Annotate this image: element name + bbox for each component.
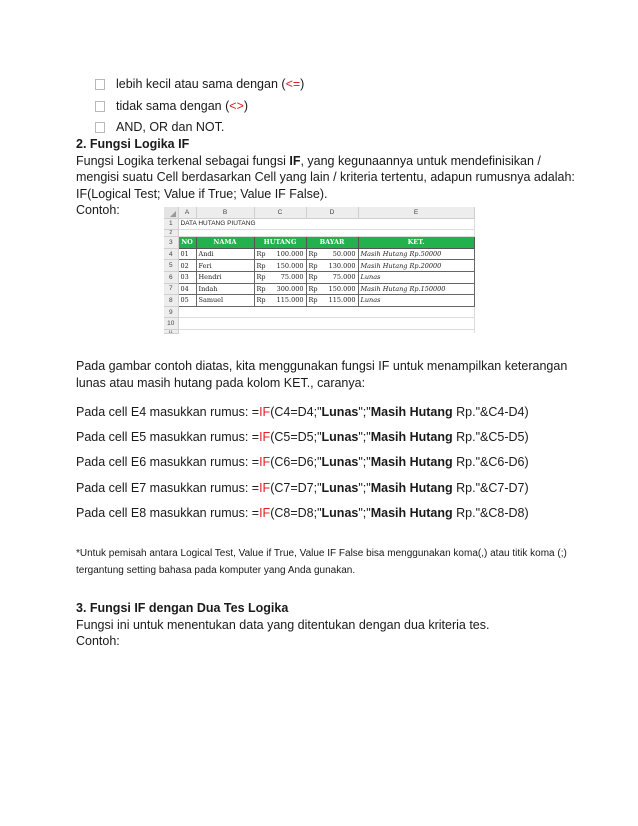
formula-fn: IF xyxy=(259,506,271,520)
column-header: B xyxy=(196,207,254,218)
bullet-suffix: ) xyxy=(300,77,305,91)
cell-nama: Andi xyxy=(196,248,254,260)
bullet-text: AND, OR dan NOT. xyxy=(116,120,225,134)
formula-fn: IF xyxy=(259,455,271,469)
formula-args: (C7=D7;" xyxy=(270,481,322,495)
row-number: 8 xyxy=(164,295,178,307)
bullet-text: tidak sama dengan ( xyxy=(116,98,230,113)
header-cell-ket: KET. xyxy=(358,237,474,249)
formula-masih: Masih Hutang xyxy=(370,405,453,419)
row-number: 3 xyxy=(164,237,178,249)
formula-masih: Masih Hutang xyxy=(370,430,453,444)
para-text: , yang kegunaannya untuk mendefinisikan / mengisi suatu Cell berdasarkan Cell yang lain / kriteria tertentu, adapun rumusnya adalah: IF(Logical Test; Value if True; Value IF False). xyxy=(76,153,575,201)
column-header: D xyxy=(306,207,358,218)
cell-currency: Rp xyxy=(306,260,320,272)
cell-nama: Indah xyxy=(196,283,254,295)
formula-tail: Rp."&C7-D7) xyxy=(452,481,529,495)
row-number: 7 xyxy=(164,283,178,295)
formula-prefix: Pada cell E4 masukkan rumus: = xyxy=(76,405,260,419)
cell-currency: Rp xyxy=(254,248,268,260)
list-item xyxy=(95,96,304,118)
header-cell-bayar: BAYAR xyxy=(306,237,358,249)
cell-currency: Rp xyxy=(254,295,268,307)
formula-tail: Rp."&C8-D8) xyxy=(452,506,529,520)
table-row xyxy=(164,295,474,307)
bullet-box-icon xyxy=(95,79,105,90)
formula-prefix: Pada cell E8 masukkan rumus: = xyxy=(76,506,260,520)
formula-fn: IF xyxy=(259,481,271,495)
section-2-paragraph xyxy=(76,153,576,203)
table-row xyxy=(164,248,474,260)
cell-bayar: 50.000 xyxy=(320,248,358,260)
para-text: Fungsi Logika terkenal sebagai fungsi xyxy=(76,153,290,168)
cell-ket: Lunas xyxy=(358,271,474,283)
formula-line xyxy=(76,480,529,496)
cell-hutang: 100.000 xyxy=(268,248,306,260)
formula-mid: ";" xyxy=(358,455,371,469)
bullet-box-icon xyxy=(95,101,105,112)
row-number: 2 xyxy=(164,230,178,237)
bullet-list xyxy=(95,74,304,139)
formula-lunas: Lunas xyxy=(321,506,359,520)
formula-lunas: Lunas xyxy=(321,481,359,495)
row-number: 10 xyxy=(164,318,178,330)
spreadsheet-image xyxy=(164,207,474,334)
formula-args: (C5=D5;" xyxy=(270,430,322,444)
section-3-paragraph: Fungsi ini untuk menentukan data yang ditentukan dengan dua kriteria tes. xyxy=(76,617,490,632)
cell-currency: Rp xyxy=(254,260,268,272)
formula-args: (C8=D8;" xyxy=(270,506,322,520)
cell-bayar: 130.000 xyxy=(320,260,358,272)
cell-hutang: 115.000 xyxy=(268,295,306,307)
explanation-paragraph: Pada gambar contoh diatas, kita menggunakan fungsi IF untuk menampilkan keterangan lunas atau masih hutang pada kolom KET., caranya: xyxy=(76,359,568,390)
sheet-row xyxy=(164,230,474,237)
formula-tail: Rp."&C4-D4) xyxy=(452,405,529,419)
operator-text: <> xyxy=(229,98,244,113)
section-3-title: 3. Fungsi IF dengan Dua Tes Logika xyxy=(76,601,289,615)
cell-no: 04 xyxy=(178,283,196,295)
table-row xyxy=(164,260,474,272)
bullet-box-icon xyxy=(95,122,105,133)
row-number: 5 xyxy=(164,260,178,272)
formula-prefix: Pada cell E7 masukkan rumus: = xyxy=(76,481,260,495)
formula-line xyxy=(76,454,529,470)
corner-triangle-icon xyxy=(170,211,176,217)
row-number: 9 xyxy=(164,306,178,318)
empty-cell xyxy=(178,318,474,330)
cell-ket: Masih Hutang Rp.150000 xyxy=(358,283,474,295)
table-header-row xyxy=(164,237,474,249)
operator-text: <= xyxy=(285,77,301,91)
table-row xyxy=(164,271,474,283)
row-number: 11 xyxy=(164,329,178,333)
formula-line xyxy=(76,404,529,420)
row-number: 1 xyxy=(164,218,178,230)
para-bold-if: IF xyxy=(289,153,301,168)
section-3 xyxy=(76,600,576,650)
formula-line xyxy=(76,505,529,521)
column-header: E xyxy=(358,207,474,218)
row-number: 4 xyxy=(164,248,178,260)
cell-nama: Feri xyxy=(196,260,254,272)
cell-hutang: 300.000 xyxy=(268,283,306,295)
list-item xyxy=(95,74,304,96)
cell-currency: Rp xyxy=(254,271,268,283)
cell-no: 03 xyxy=(178,271,196,283)
formula-mid: ";" xyxy=(358,405,371,419)
bullet-text: lebih kecil atau sama dengan ( xyxy=(116,77,286,91)
table-row xyxy=(164,283,474,295)
bullet-suffix: ) xyxy=(243,98,249,113)
column-header: A xyxy=(178,207,196,218)
formula-fn: IF xyxy=(259,430,271,444)
cell-currency: Rp xyxy=(306,295,320,307)
formula-masih: Masih Hutang xyxy=(370,506,453,520)
cell-bayar: 115.000 xyxy=(320,295,358,307)
formula-mid: ";" xyxy=(358,430,371,444)
header-cell-hutang: HUTANG xyxy=(254,237,306,249)
sheet-row xyxy=(164,329,474,333)
contoh-label: Contoh: xyxy=(76,634,120,648)
formula-lunas: Lunas xyxy=(321,405,359,419)
cell-currency: Rp xyxy=(254,283,268,295)
cell-currency: Rp xyxy=(306,248,320,260)
cell-currency: Rp xyxy=(306,271,320,283)
formula-line xyxy=(76,429,529,445)
formula-prefix: Pada cell E6 masukkan rumus: = xyxy=(76,455,260,469)
cell-ket: Masih Hutang Rp.20000 xyxy=(358,260,474,272)
formula-mid: ";" xyxy=(358,481,371,495)
empty-cell xyxy=(178,329,474,333)
contoh-label: Contoh: xyxy=(76,203,120,217)
sheet-row xyxy=(164,306,474,318)
cell-no: 01 xyxy=(178,248,196,260)
header-cell-nama: NAMA xyxy=(196,237,254,249)
separator-note: *Untuk pemisah antara Logical Test, Value if True, Value IF False bisa menggunakan koma(,) atau titik koma (;) tergantung setting bahasa pada komputer yang Anda gunakan. xyxy=(76,548,567,576)
cell-ket: Lunas xyxy=(358,295,474,307)
column-header-row xyxy=(164,207,474,218)
cell-no: 02 xyxy=(178,260,196,272)
formula-tail: Rp."&C6-D6) xyxy=(452,455,529,469)
section-2-title: 2. Fungsi Logika IF xyxy=(76,137,190,151)
cell-bayar: 150.000 xyxy=(320,283,358,295)
column-header: C xyxy=(254,207,306,218)
formula-masih: Masih Hutang xyxy=(370,481,453,495)
sheet-title-cell: DATA HUTANG PIUTANG xyxy=(178,218,474,230)
cell-no: 05 xyxy=(178,295,196,307)
cell-currency: Rp xyxy=(306,283,320,295)
formula-masih: Masih Hutang xyxy=(370,455,453,469)
formula-lunas: Lunas xyxy=(321,430,359,444)
cell-bayar: 75.000 xyxy=(320,271,358,283)
formula-args: (C6=D6;" xyxy=(270,455,322,469)
formula-prefix: Pada cell E5 masukkan rumus: = xyxy=(76,430,260,444)
cell-hutang: 150.000 xyxy=(268,260,306,272)
header-cell-no: NO xyxy=(178,237,196,249)
cell-nama: Hendri xyxy=(196,271,254,283)
cell-nama: Samuel xyxy=(196,295,254,307)
sheet-row xyxy=(164,318,474,330)
cell-ket: Masih Hutang Rp.50000 xyxy=(358,248,474,260)
cell-hutang: 75.000 xyxy=(268,271,306,283)
formula-mid: ";" xyxy=(358,506,371,520)
empty-cell xyxy=(178,230,474,237)
formula-fn: IF xyxy=(259,405,271,419)
row-number: 6 xyxy=(164,271,178,283)
formula-lunas: Lunas xyxy=(321,455,359,469)
formula-tail: Rp."&C5-D5) xyxy=(452,430,529,444)
select-all-corner xyxy=(164,207,178,218)
empty-cell xyxy=(178,306,474,318)
formula-args: (C4=D4;" xyxy=(270,405,322,419)
sheet-row xyxy=(164,218,474,230)
